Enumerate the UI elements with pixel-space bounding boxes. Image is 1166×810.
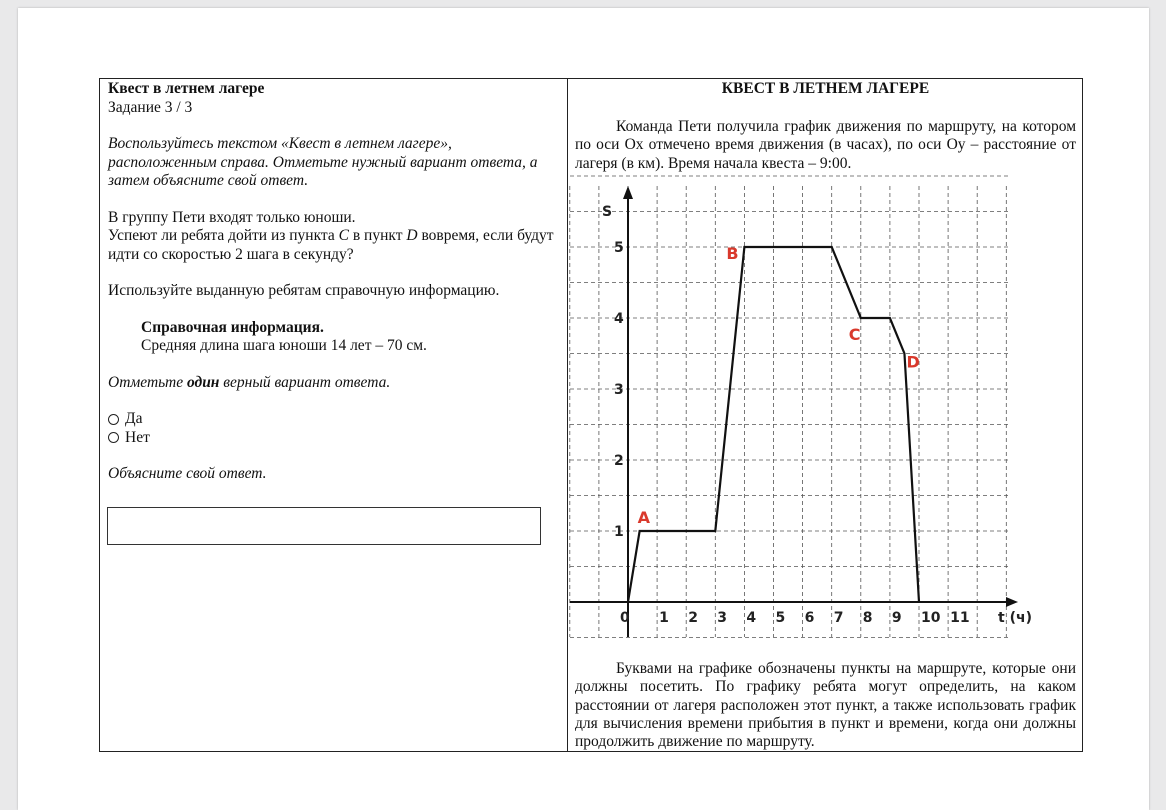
x-axis-arrow-icon bbox=[1006, 597, 1018, 607]
motion-graph bbox=[566, 182, 1032, 642]
option-yes[interactable] bbox=[108, 410, 560, 429]
point-label-a: A bbox=[637, 508, 651, 527]
y-tick-label: 1 bbox=[614, 524, 624, 540]
x-tick-label: 6 bbox=[804, 610, 815, 626]
choose-one-prompt: Отметьте один верный вариант ответа. bbox=[108, 373, 391, 391]
reference-title: Справочная информация. bbox=[141, 318, 324, 336]
y-axis-label: S bbox=[602, 204, 613, 220]
x-tick-label: 4 bbox=[746, 610, 757, 626]
x-tick-label: 2 bbox=[688, 610, 698, 626]
explain-prompt: Объясните свой ответ. bbox=[108, 465, 267, 482]
text-paragraph-2: Буквами на графике обозначены пункты на маршруте, которые они должны посетить. По графику ребята могут определить, на каком расстоянии от лагеря расположен этот пункт, а также использовать график для вычисления времени прибытия в пункт и времени, когда они должны продолжить движение по маршруту. bbox=[575, 660, 1076, 751]
radio-circle-icon[interactable] bbox=[108, 432, 119, 443]
reference-text: Средняя длина шага юноши 14 лет – 70 см. bbox=[141, 337, 427, 354]
x-tick-label: 11 bbox=[950, 610, 970, 626]
point-label-c: C bbox=[848, 325, 861, 344]
radio-circle-icon[interactable] bbox=[108, 414, 119, 425]
x-tick-label: 0 bbox=[620, 610, 630, 626]
x-tick-label: 10 bbox=[921, 610, 941, 626]
condition-1: В группу Пети входят только юноши. bbox=[108, 208, 356, 226]
task-title: Квест в летнем лагере bbox=[108, 80, 265, 97]
point-label-d: D bbox=[906, 352, 920, 372]
y-tick-label: 4 bbox=[614, 311, 624, 327]
x-tick-label: 7 bbox=[833, 610, 844, 626]
task-number: Задание 3 / 3 bbox=[108, 98, 193, 116]
y-tick-label: 5 bbox=[614, 240, 624, 256]
use-info-text: Используйте выданную ребятам справочную информацию. bbox=[108, 282, 500, 299]
x-axis-label: t (ч) bbox=[998, 610, 1032, 626]
option-no[interactable] bbox=[108, 429, 560, 448]
x-tick-label: 1 bbox=[659, 610, 669, 626]
text-title: КВЕСТ В ЛЕТНЕМ ЛАГЕРЕ bbox=[721, 80, 930, 97]
x-tick-label: 8 bbox=[862, 610, 873, 626]
x-tick-label: 3 bbox=[717, 610, 728, 626]
x-tick-label: 9 bbox=[891, 610, 902, 626]
y-axis-arrow-icon bbox=[623, 186, 633, 199]
answer-input[interactable] bbox=[107, 507, 541, 545]
y-tick-label: 2 bbox=[614, 453, 624, 469]
x-tick-label: 5 bbox=[775, 610, 786, 626]
point-label-b: B bbox=[726, 244, 739, 263]
y-tick-label: 3 bbox=[614, 382, 624, 398]
option-yes-label: Да bbox=[125, 410, 143, 427]
task-panel bbox=[108, 80, 560, 484]
text-paragraph-1: Команда Пети получила график движения по маршруту, на котором по оси Ox отмечено время движения (в часах), по оси Oy – расстояние от лагеря (в км). Время начала квеста – 9:00. bbox=[575, 118, 1076, 172]
task-instruction: Воспользуйтесь текстом «Квест в летнем лагере», расположенным справа. Отметьте нужный вариант ответа, а затем объясните свой ответ. bbox=[108, 135, 538, 189]
condition-2: Успеют ли ребята дойти из пункта C в пункт D вовремя, если будут идти со скоростью 2 шага в секунду? bbox=[108, 227, 554, 263]
option-no-label: Нет bbox=[125, 428, 150, 446]
